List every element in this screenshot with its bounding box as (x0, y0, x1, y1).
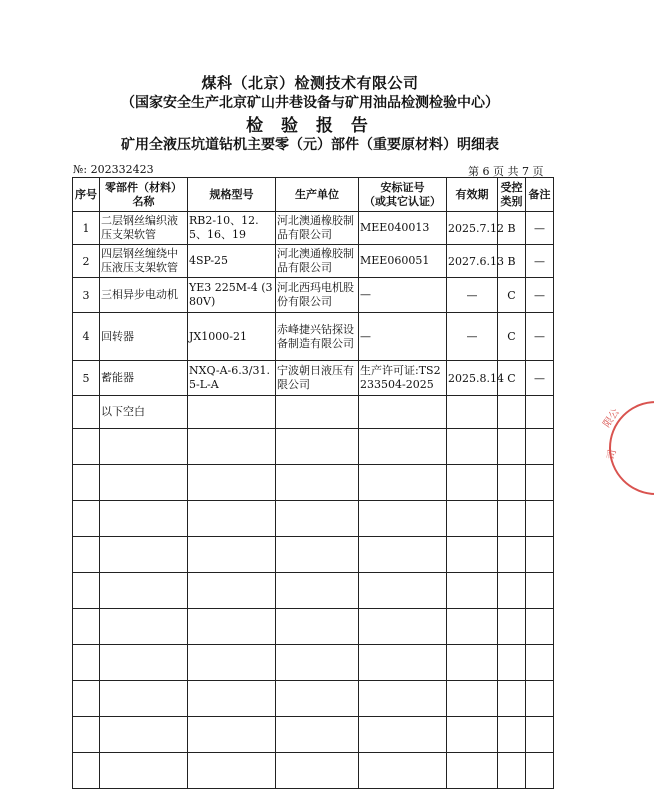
empty-cell (526, 501, 554, 537)
center-name: （国家安全生产北京矿山井巷设备与矿用油品检测检验中心） (121, 95, 499, 111)
empty-cell (498, 645, 526, 681)
empty-cell (498, 609, 526, 645)
table-row (73, 212, 554, 245)
header-col-note (526, 178, 554, 212)
cell-note: — (526, 313, 554, 361)
header-col-category (498, 178, 526, 212)
empty-cell (188, 465, 276, 501)
empty-cell (100, 681, 188, 717)
cell-maker (276, 396, 359, 429)
empty-row (73, 573, 554, 609)
empty-cell (526, 645, 554, 681)
empty-row (73, 537, 554, 573)
empty-cell (359, 465, 447, 501)
empty-cell (73, 753, 100, 789)
cell-maker: 河北澳通橡胶制品有限公司 (276, 212, 359, 245)
empty-cell (359, 681, 447, 717)
empty-cell (359, 573, 447, 609)
empty-cell (447, 429, 498, 465)
header-col-no (73, 178, 100, 212)
header-col-cert (359, 178, 447, 212)
cell-spec: JX1000-21 (188, 313, 276, 361)
empty-cell (447, 753, 498, 789)
empty-cell (498, 429, 526, 465)
empty-cell (498, 501, 526, 537)
cell-maker: 河北西玛电机股份有限公司 (276, 278, 359, 313)
header-text: 备注 (528, 187, 551, 201)
empty-cell (100, 573, 188, 609)
empty-cell (498, 681, 526, 717)
empty-cell (359, 537, 447, 573)
cell-name: 蓄能器 (100, 361, 188, 396)
cell-note: — (526, 212, 554, 245)
empty-cell (526, 429, 554, 465)
cell-cert: — (359, 278, 447, 313)
cell-note: — (526, 361, 554, 396)
empty-cell (188, 573, 276, 609)
cell-cert: 生产许可证:TS2233504-2025 (359, 361, 447, 396)
cell-name: 二层钢丝编织液压支架软管 (100, 212, 188, 245)
empty-row (73, 717, 554, 753)
cell-cert: — (359, 313, 447, 361)
empty-cell (359, 717, 447, 753)
empty-row (73, 609, 554, 645)
empty-cell (276, 429, 359, 465)
empty-cell (100, 609, 188, 645)
cell-maker: 宁波朝日液压有限公司 (276, 361, 359, 396)
cell-cat: C (498, 361, 526, 396)
cell-valid: 2027.6.13 (447, 245, 498, 278)
cell-no: 1 (73, 212, 100, 245)
empty-row (73, 681, 554, 717)
header-col-spec (188, 178, 276, 212)
table-row (73, 361, 554, 396)
empty-cell (276, 717, 359, 753)
empty-cell (73, 645, 100, 681)
empty-cell (526, 753, 554, 789)
header-text: 有效期 (455, 187, 489, 201)
empty-cell (359, 753, 447, 789)
empty-cell (359, 645, 447, 681)
empty-cell (447, 609, 498, 645)
empty-cell (188, 717, 276, 753)
cell-name: 三相异步电动机 (100, 278, 188, 313)
cell-valid: 2025.8.14 (447, 361, 498, 396)
table-header-row (73, 178, 554, 212)
empty-cell (276, 573, 359, 609)
empty-cell (447, 465, 498, 501)
cell-cat: B (498, 245, 526, 278)
empty-cell (188, 645, 276, 681)
table-row (73, 313, 554, 361)
cell-name: 以下空白 (100, 396, 188, 429)
cell-cert (359, 396, 447, 429)
empty-cell (73, 717, 100, 753)
cell-spec: NXQ-A-6.3/31.5-L-A (188, 361, 276, 396)
empty-cell (526, 573, 554, 609)
report-number: №: 202332423 (73, 163, 154, 176)
cell-maker: 赤峰捷兴钻探设备制造有限公司 (276, 313, 359, 361)
svg-text:司: 司 (606, 448, 619, 461)
empty-cell (447, 537, 498, 573)
header-text: 序号 (75, 187, 97, 201)
empty-cell (73, 501, 100, 537)
header-text: 生产单位 (295, 187, 339, 201)
header-text: 名称 (132, 194, 155, 208)
cell-spec (188, 396, 276, 429)
header-text: 受控 (500, 180, 523, 194)
cell-valid: — (447, 313, 498, 361)
doc-type: 检 验 报 告 (246, 116, 374, 136)
cell-name: 四层钢丝缠绕中压液压支架软管 (100, 245, 188, 278)
header-text: 安标证号 (380, 180, 425, 194)
empty-cell (188, 753, 276, 789)
empty-cell (359, 429, 447, 465)
cell-valid: — (447, 278, 498, 313)
header-text: 规格型号 (209, 187, 254, 201)
empty-cell (188, 681, 276, 717)
empty-cell (498, 717, 526, 753)
empty-cell (100, 465, 188, 501)
cell-cert: MEE060051 (359, 245, 447, 278)
empty-cell (188, 537, 276, 573)
empty-cell (526, 681, 554, 717)
empty-cell (73, 537, 100, 573)
empty-cell (188, 501, 276, 537)
empty-cell (276, 645, 359, 681)
cell-no: 5 (73, 361, 100, 396)
empty-cell (498, 465, 526, 501)
empty-cell (276, 753, 359, 789)
table-title: 矿用全液压坑道钻机主要零（元）部件（重要原材料）明细表 (121, 137, 499, 153)
empty-cell (73, 465, 100, 501)
cell-cert: MEE040013 (359, 212, 447, 245)
empty-cell (100, 429, 188, 465)
parts-table (72, 177, 554, 789)
empty-cell (100, 537, 188, 573)
empty-cell (526, 465, 554, 501)
cell-spec: 4SP-25 (188, 245, 276, 278)
empty-cell (447, 717, 498, 753)
empty-row (73, 429, 554, 465)
empty-cell (276, 609, 359, 645)
empty-cell (526, 609, 554, 645)
empty-cell (276, 681, 359, 717)
cell-no: 2 (73, 245, 100, 278)
cell-spec: RB2-10、12.5、16、19 (188, 212, 276, 245)
empty-cell (276, 537, 359, 573)
header-text: （或其它认证） (364, 194, 441, 208)
empty-cell (526, 537, 554, 573)
empty-cell (100, 645, 188, 681)
empty-row (73, 501, 554, 537)
empty-cell (73, 681, 100, 717)
cell-cat: B (498, 212, 526, 245)
empty-cell (447, 501, 498, 537)
empty-cell (100, 501, 188, 537)
cell-cat: C (498, 278, 526, 313)
cell-note: — (526, 245, 554, 278)
empty-cell (188, 609, 276, 645)
empty-cell (447, 573, 498, 609)
empty-cell (188, 429, 276, 465)
cell-no: 3 (73, 278, 100, 313)
cell-name: 回转器 (100, 313, 188, 361)
cell-cat: C (498, 313, 526, 361)
empty-cell (73, 573, 100, 609)
header-col-maker (276, 178, 359, 212)
cell-spec: YE3 225M-4 (380V) (188, 278, 276, 313)
org-name: 煤科（北京）检测技术有限公司 (201, 74, 419, 92)
empty-cell (276, 501, 359, 537)
empty-cell (100, 753, 188, 789)
empty-cell (447, 645, 498, 681)
empty-row (73, 645, 554, 681)
empty-cell (526, 717, 554, 753)
cell-note (526, 396, 554, 429)
cell-no (73, 396, 100, 429)
table-row (73, 245, 554, 278)
empty-cell (359, 501, 447, 537)
empty-cell (100, 717, 188, 753)
red-seal-stamp (594, 398, 654, 498)
cell-maker: 河北澳通橡胶制品有限公司 (276, 245, 359, 278)
cell-valid: 2025.7.12 (447, 212, 498, 245)
empty-cell (73, 429, 100, 465)
empty-cell (73, 609, 100, 645)
cell-note: — (526, 278, 554, 313)
table-row (73, 278, 554, 313)
header-text: 零部件（材料） (105, 180, 182, 194)
header-col-valid (447, 178, 498, 212)
empty-cell (276, 465, 359, 501)
empty-cell (359, 609, 447, 645)
header-col-name (100, 178, 188, 212)
cell-no: 4 (73, 313, 100, 361)
table-row (73, 396, 554, 429)
cell-valid (447, 396, 498, 429)
empty-cell (447, 681, 498, 717)
empty-row (73, 465, 554, 501)
svg-text:限公: 限公 (601, 407, 622, 430)
cell-cat (498, 396, 526, 429)
empty-cell (498, 753, 526, 789)
empty-cell (498, 537, 526, 573)
header-text: 类别 (500, 194, 523, 208)
empty-cell (498, 573, 526, 609)
empty-row (73, 753, 554, 789)
page-info: 第 6 页 共 7 页 (468, 165, 544, 178)
